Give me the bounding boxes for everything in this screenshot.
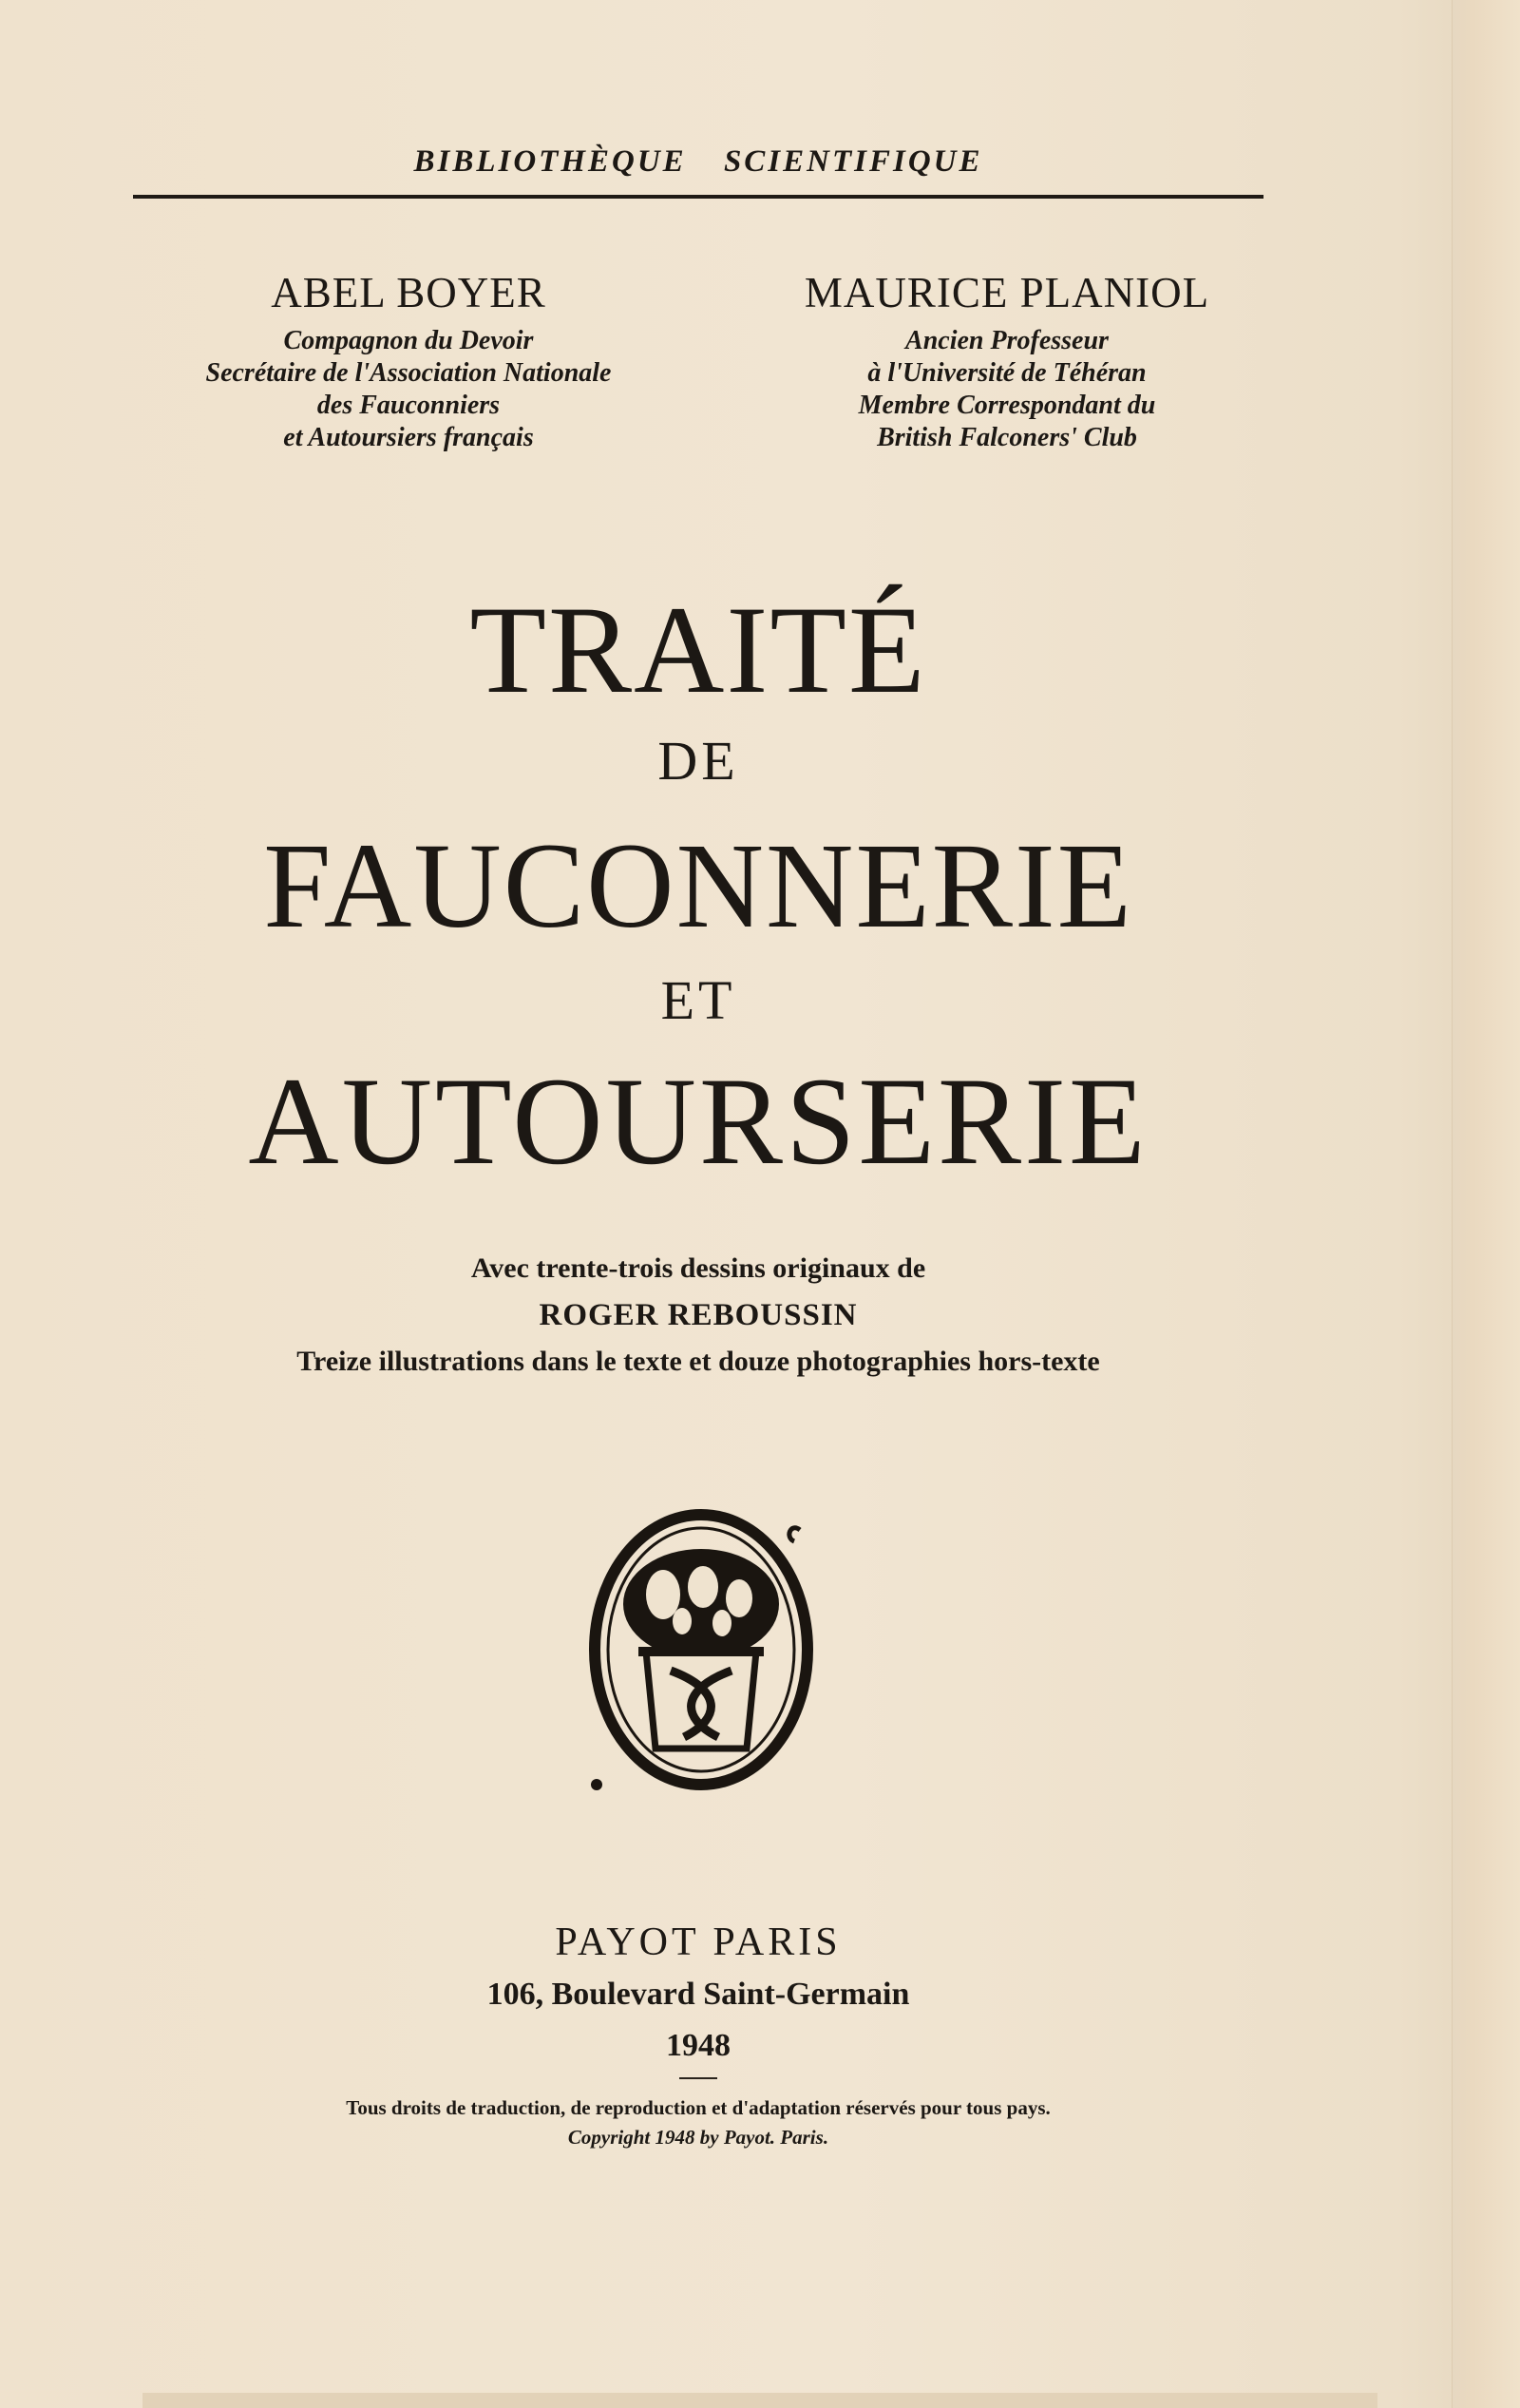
author-boyer — [142, 268, 674, 454]
book-title-line: FAUCONNERIE — [263, 818, 1133, 953]
author-credential: à l'Université de Téhéran — [867, 358, 1147, 388]
author-planiol — [722, 268, 1292, 454]
book-title-line: DE — [657, 730, 739, 792]
book-title-line: ET — [660, 969, 736, 1031]
book-title-line: AUTOURSERIE — [248, 1051, 1149, 1191]
publisher-address: 106, Boulevard Saint-Germain — [486, 1977, 910, 2012]
author-credential: Membre Correspondant du — [858, 391, 1156, 420]
copyright-notice: Copyright 1948 by Payot. Paris. — [567, 2126, 829, 2149]
year-rule — [679, 2077, 717, 2079]
author-name: MAURICE PLANIOL — [804, 269, 1210, 316]
bottom-page-edge — [142, 2393, 1378, 2408]
author-credential: Ancien Professeur — [905, 326, 1109, 355]
publication-year: 1948 — [666, 2028, 731, 2063]
rights-notice: Tous droits de traduction, de reproduction et d'adaptation réservés pour tous pays. — [346, 2096, 1051, 2119]
publisher-emblem — [580, 1500, 826, 1794]
series-word-2: SCIENTIFIQUE — [723, 144, 983, 179]
illustration-credit-intro: Avec trente-trois dessins originaux de — [470, 1252, 926, 1284]
series-rule — [133, 195, 1264, 199]
illustrator-name: ROGER REBOUSSIN — [539, 1298, 858, 1332]
illustration-note: Treize illustrations dans le texte et douze photographies hors-texte — [296, 1346, 1100, 1377]
author-credential: British Falconers' Club — [877, 423, 1137, 452]
author-name: ABEL BOYER — [271, 269, 546, 316]
series-word-1: BIBLIOTHÈQUE — [413, 144, 687, 179]
author-credential: des Fauconniers — [316, 391, 501, 420]
page-edge — [1452, 0, 1520, 2408]
publisher-name: PAYOT PARIS — [555, 1921, 842, 1964]
book-title-line: TRAITÉ — [469, 580, 927, 719]
author-credential: et Autoursiers français — [283, 423, 534, 452]
author-credential: Compagnon du Devoir — [283, 326, 534, 355]
series-title — [133, 144, 1264, 180]
author-credential: Secrétaire de l'Association Nationale — [205, 358, 612, 388]
